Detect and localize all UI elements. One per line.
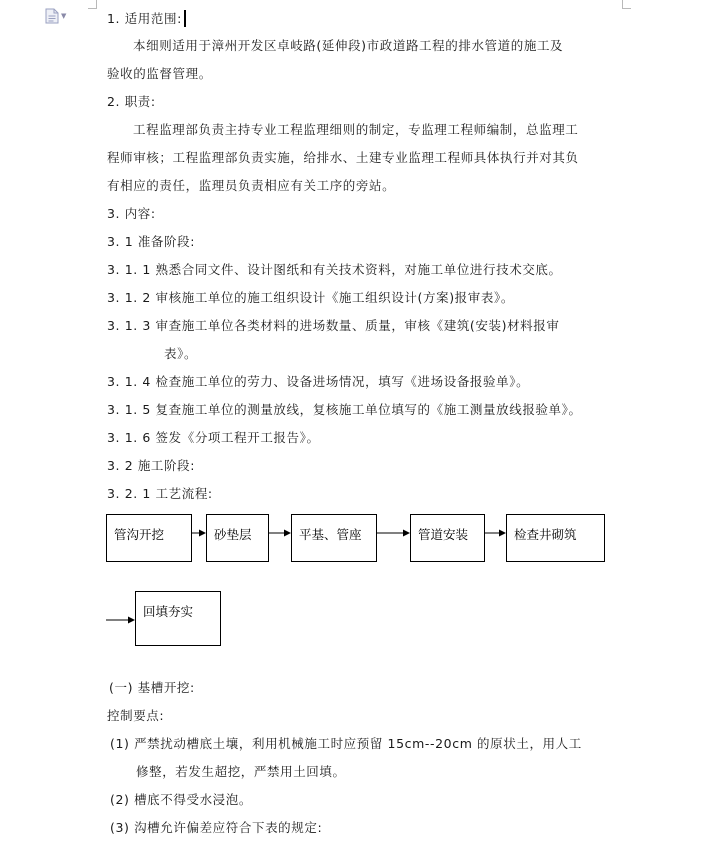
heading-content: 3. 内容: — [107, 206, 156, 221]
heading-scope: 1. 适用范围: — [107, 10, 186, 27]
flow-step-sand-cushion: 砂垫层 — [206, 514, 269, 562]
list-item: 3. 1. 4 检查施工单位的劳力、设备进场情况，填写《进场设备报验单》。 — [107, 374, 530, 389]
list-item: (1) 严禁扰动槽底土壤，利用机械施工时应预留 15cm--20cm 的原状土，用人工 — [110, 736, 582, 751]
list-item: 3. 1. 6 签发《分项工程开工报告》。 — [107, 430, 320, 445]
paragraph-line: 本细则适用于漳州开发区卓岐路(延伸段)市政道路工程的排水管道的施工及 — [133, 38, 564, 53]
chevron-down-icon: ▼ — [61, 12, 67, 20]
flow-step-pipe-installation: 管道安装 — [410, 514, 485, 562]
flow-step-trench-excavation: 管沟开挖 — [106, 514, 192, 562]
paragraph-line: 有相应的责任，监理员负责相应有关工序的旁站。 — [107, 178, 396, 193]
list-item: (3) 沟槽允许偏差应符合下表的规定: — [110, 820, 323, 835]
heading-control-points: 控制要点: — [107, 708, 165, 723]
paragraph-line: 工程监理部负责主持专业工程监理细则的制定，专监理工程师编制，总监理工 — [133, 122, 579, 137]
list-item: 3. 1. 1 熟悉合同文件、设计图纸和有关技术资料，对施工单位进行技术交底。 — [107, 262, 562, 277]
heading-trench-excavation: (一) 基槽开挖: — [109, 680, 195, 695]
heading-process-flow: 3. 2. 1 工艺流程: — [107, 486, 213, 501]
flow-step-base-pipe-seat: 平基、管座 — [291, 514, 377, 562]
flow-step-backfill-compaction: 回填夯实 — [135, 591, 221, 646]
heading-construction: 3. 2 施工阶段: — [107, 458, 196, 473]
list-item-continuation: 修整，若发生超挖，严禁用土回填。 — [136, 764, 346, 779]
paragraph-line: 验收的监督管理。 — [107, 66, 212, 81]
list-item: (2) 槽底不得受水浸泡。 — [110, 792, 252, 807]
flow-step-manhole-masonry: 检查井砌筑 — [506, 514, 605, 562]
heading-duties: 2. 职责: — [107, 94, 156, 109]
paragraph-line: 程师审核；工程监理部负责实施，给排水、土建专业监理工程师具体执行并对其负 — [107, 150, 579, 165]
list-item: 3. 1. 3 审查施工单位各类材料的进场数量、质量，审核《建筑(安装)材料报审 — [107, 318, 560, 333]
list-item-continuation: 表》。 — [164, 346, 198, 361]
list-item: 3. 1. 5 复查施工单位的测量放线，复核施工单位填写的《施工测量放线报验单》。 — [107, 402, 582, 417]
list-item: 3. 1. 2 审核施工单位的施工组织设计《施工组织设计(方案)报审表》。 — [107, 290, 514, 305]
heading-preparation: 3. 1 准备阶段: — [107, 234, 196, 249]
